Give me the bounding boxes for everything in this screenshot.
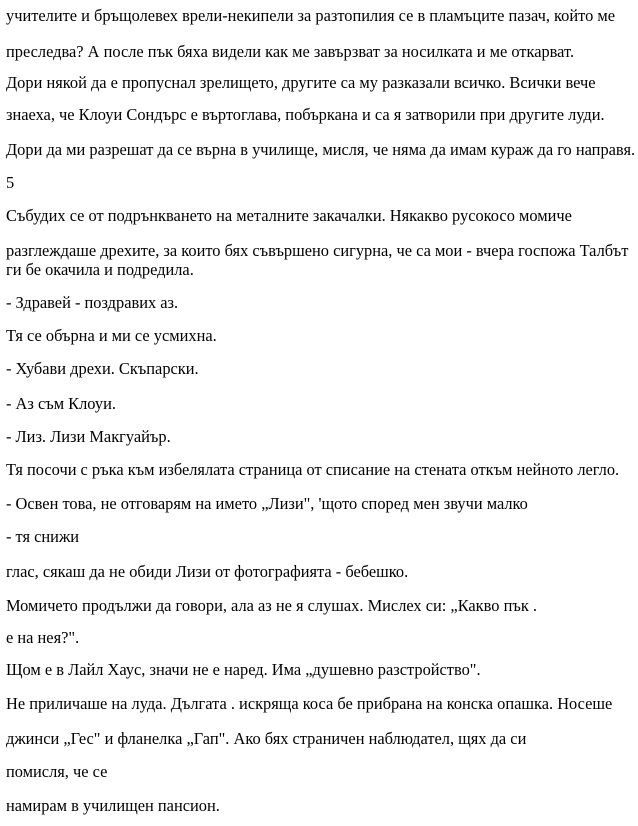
- text-line: Дори някой да е пропуснал зрелището, другите са му разказали всичко. Всички вече: [6, 73, 596, 92]
- text-line: Тя се обърна и ми се усмихна.: [6, 326, 217, 345]
- text-line: - Аз съм Клоуи.: [6, 394, 116, 413]
- text-line: глас, сякаш да не обиди Лизи от фотографията - бебешко.: [6, 562, 409, 581]
- text-line: помисля, че се: [6, 762, 108, 781]
- text-line: - Освен това, не отговарям на името „Лизи", 'щото според мен звучи малко: [6, 494, 528, 513]
- text-line: преследва? А после пък бяха видели как ме завързват за носилката и ме откарват.: [6, 42, 575, 61]
- text-line: Събудих се от подрънкването на металните закачалки. Някакво русокосо момиче: [6, 206, 572, 225]
- text-line: джинси „Гес" и фланелка „Гап". Ако бях страничен наблюдател, щях да си: [6, 729, 527, 748]
- text-line: намирам в училищен пансион.: [6, 796, 220, 815]
- text-line: Тя посочи с ръка към избелялата страница от списание на стената откъм нейното легло.: [6, 460, 620, 479]
- chapter-number: 5: [6, 173, 15, 192]
- text-line: - Хубави дрехи. Скъпарски.: [6, 359, 199, 378]
- text-line: Щом е в Лайл Хаус, значи не е наред. Има „душевно разстройство".: [6, 660, 481, 679]
- text-line: - тя снижи: [6, 527, 80, 546]
- text-line: Не приличаше на луда. Дългата . искряща коса бе прибрана на конска опашка. Носеше: [6, 694, 613, 713]
- text-line: учителите и бръщолевех врели-некипели за разтопилия се в пламъците пазач, който ме: [6, 6, 616, 25]
- text-line: Момичето продължи да говори, ала аз не я слушах. Мислех си: „Какво пък .: [6, 596, 537, 615]
- text-line: знаеха, че Клоуи Сондърс е въртоглава, побъркана и са я затворили при другите луди.: [6, 105, 605, 124]
- text-line: Дори да ми разрешат да се върна в училище, мисля, че няма да имам кураж да го направя.: [6, 140, 636, 159]
- text-line: - Лиз. Лизи Макгуайър.: [6, 427, 171, 446]
- text-line: - Здравей - поздравих аз.: [6, 293, 179, 312]
- text-line: разглеждаше дрехите, за които бях съвършено сигурна, че са мои - вчера госпожа Талбът ги бе окачила и подредила.: [6, 241, 629, 279]
- text-line: е на нея?".: [6, 628, 80, 647]
